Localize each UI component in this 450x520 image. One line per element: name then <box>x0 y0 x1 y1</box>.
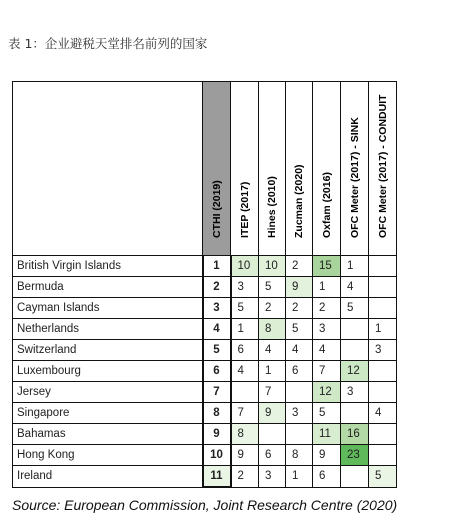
country-cell: Jersey <box>13 382 203 403</box>
cthi-rank-cell: 6 <box>203 361 231 382</box>
header-label: OFC Meter (2017) - CONDUIT <box>376 94 389 238</box>
value-cell: 6 <box>286 361 313 382</box>
value-cell: 3 <box>341 382 369 403</box>
header-cthi <box>203 82 231 256</box>
value-cell: 6 <box>259 445 286 466</box>
value-cell: 16 <box>341 424 369 445</box>
value-cell: 1 <box>341 256 369 277</box>
value-cell: 2 <box>313 298 341 319</box>
source-note: Source: European Commission, Joint Research Centre (2020) <box>12 497 398 513</box>
tax-haven-table <box>12 81 397 488</box>
value-cell <box>341 319 369 340</box>
value-cell <box>231 382 259 403</box>
header-label: ITEP (2017) <box>238 181 251 238</box>
value-cell <box>369 424 397 445</box>
value-cell: 1 <box>231 319 259 340</box>
country-cell: Netherlands <box>13 319 203 340</box>
value-cell: 5 <box>369 466 397 488</box>
cthi-rank-cell: 5 <box>203 340 231 361</box>
header-label: OFC Meter (2017) - SINK <box>348 117 361 238</box>
value-cell: 12 <box>341 361 369 382</box>
value-cell <box>369 298 397 319</box>
value-cell: 1 <box>313 277 341 298</box>
value-cell: 5 <box>313 403 341 424</box>
value-cell: 5 <box>286 319 313 340</box>
country-cell: Bermuda <box>13 277 203 298</box>
table-caption: 表 1：企业避税天堂排名前列的国家 <box>8 36 208 51</box>
value-cell: 5 <box>231 298 259 319</box>
value-cell: 6 <box>231 340 259 361</box>
value-cell: 4 <box>231 361 259 382</box>
value-cell: 3 <box>286 403 313 424</box>
value-cell: 9 <box>313 445 341 466</box>
value-cell: 7 <box>231 403 259 424</box>
value-cell: 8 <box>286 445 313 466</box>
value-cell <box>286 424 313 445</box>
country-cell: Cayman Islands <box>13 298 203 319</box>
header-itep <box>231 82 259 256</box>
header-hines <box>259 82 286 256</box>
header-corner <box>13 82 203 256</box>
table-row <box>13 361 397 382</box>
cthi-rank-cell: 1 <box>203 256 231 277</box>
header-ofc-sink <box>341 82 369 256</box>
header-label: Hines (2010) <box>266 176 278 238</box>
value-cell: 2 <box>231 466 259 488</box>
country-cell: Switzerland <box>13 340 203 361</box>
table-row <box>13 382 397 403</box>
value-cell <box>341 340 369 361</box>
country-cell: Bahamas <box>13 424 203 445</box>
value-cell: 23 <box>341 445 369 466</box>
value-cell <box>341 403 369 424</box>
value-cell: 3 <box>231 277 259 298</box>
header-label: Zucman (2020) <box>293 164 305 238</box>
value-cell: 5 <box>259 277 286 298</box>
value-cell <box>341 466 369 488</box>
value-cell: 11 <box>313 424 341 445</box>
value-cell: 9 <box>231 445 259 466</box>
value-cell: 2 <box>286 298 313 319</box>
value-cell: 7 <box>259 382 286 403</box>
value-cell <box>369 277 397 298</box>
country-cell: Hong Kong <box>13 445 203 466</box>
header-oxfam <box>313 82 341 256</box>
value-cell: 1 <box>259 361 286 382</box>
value-cell: 2 <box>286 256 313 277</box>
cthi-rank-cell: 2 <box>203 277 231 298</box>
table-row <box>13 298 397 319</box>
value-cell: 9 <box>259 403 286 424</box>
cthi-rank-cell: 8 <box>203 403 231 424</box>
table-row <box>13 256 397 277</box>
table-row <box>13 340 397 361</box>
value-cell: 8 <box>231 424 259 445</box>
value-cell: 3 <box>313 319 341 340</box>
cthi-rank-cell: 11 <box>203 466 231 488</box>
country-cell: Singapore <box>13 403 203 424</box>
value-cell: 2 <box>259 298 286 319</box>
value-cell: 12 <box>313 382 341 403</box>
value-cell: 4 <box>369 403 397 424</box>
table-row <box>13 403 397 424</box>
cthi-rank-cell: 3 <box>203 298 231 319</box>
header-zucman <box>286 82 313 256</box>
table-row <box>13 424 397 445</box>
value-cell: 7 <box>313 361 341 382</box>
cthi-rank-cell: 4 <box>203 319 231 340</box>
cthi-rank-cell: 7 <box>203 382 231 403</box>
header-label: CTHI (2019) <box>210 180 223 238</box>
value-cell: 4 <box>313 340 341 361</box>
table-body <box>13 256 397 488</box>
value-cell: 8 <box>259 319 286 340</box>
table-header <box>13 82 397 256</box>
value-cell <box>369 256 397 277</box>
value-cell: 4 <box>286 340 313 361</box>
table-row <box>13 319 397 340</box>
country-cell: Ireland <box>13 466 203 488</box>
table-row <box>13 277 397 298</box>
value-cell: 1 <box>369 319 397 340</box>
value-cell: 4 <box>341 277 369 298</box>
value-cell <box>369 445 397 466</box>
value-cell: 3 <box>259 466 286 488</box>
country-cell: Luxembourg <box>13 361 203 382</box>
cthi-rank-cell: 10 <box>203 445 231 466</box>
value-cell: 9 <box>286 277 313 298</box>
table-row <box>13 466 397 488</box>
value-cell: 10 <box>259 256 286 277</box>
header-label: Oxfam (2016) <box>320 172 333 238</box>
value-cell: 5 <box>341 298 369 319</box>
value-cell <box>259 424 286 445</box>
value-cell: 15 <box>313 256 341 277</box>
value-cell <box>369 382 397 403</box>
header-ofc-conduit <box>369 82 397 256</box>
cthi-rank-cell: 9 <box>203 424 231 445</box>
value-cell <box>286 382 313 403</box>
value-cell <box>369 361 397 382</box>
value-cell: 4 <box>259 340 286 361</box>
country-cell: British Virgin Islands <box>13 256 203 277</box>
value-cell: 3 <box>369 340 397 361</box>
value-cell: 6 <box>313 466 341 488</box>
value-cell: 1 <box>286 466 313 488</box>
value-cell: 10 <box>231 256 259 277</box>
table-row <box>13 445 397 466</box>
